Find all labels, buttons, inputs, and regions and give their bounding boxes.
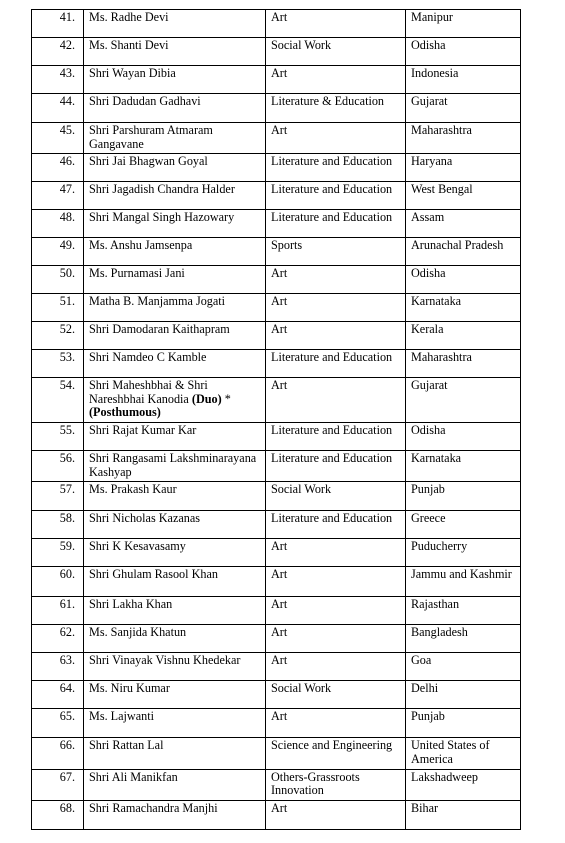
posthumous-label: (Posthumous)	[89, 405, 161, 420]
serial-number: 43.	[32, 66, 84, 94]
awardee-name: Shri K Kesavasamy	[84, 539, 266, 567]
awardee-name: Ms. Shanti Devi	[84, 38, 266, 66]
awardee-name: Shri Jagadish Chandra Halder	[84, 182, 266, 210]
table-row	[32, 625, 521, 653]
awardee-name: Shri Ali Manikfan	[84, 769, 266, 800]
table-row	[32, 66, 521, 94]
awardee-state: Maharashtra	[406, 350, 521, 378]
awardee-state: Bangladesh	[406, 625, 521, 653]
table-row	[32, 294, 521, 322]
award-field: Literature and Education	[266, 423, 406, 451]
awardee-state: Delhi	[406, 681, 521, 709]
awardee-name: Shri Namdeo C Kamble	[84, 350, 266, 378]
award-field: Social Work	[266, 38, 406, 66]
table-row	[32, 539, 521, 567]
award-field: Literature and Education	[266, 350, 406, 378]
table-row	[32, 322, 521, 350]
serial-number: 68.	[32, 800, 84, 829]
serial-number: 56.	[32, 451, 84, 482]
awardee-state: Karnataka	[406, 294, 521, 322]
table-row	[32, 423, 521, 451]
table-row	[32, 800, 521, 829]
awardee-name: Shri Lakha Khan	[84, 597, 266, 625]
award-field: Literature and Education	[266, 210, 406, 238]
award-field: Others-Grassroots Innovation	[266, 769, 406, 800]
awardee-name-text: Shri Maheshbhai & Shri Nareshbhai Kanodia	[89, 378, 208, 406]
awardee-name: Shri Ramachandra Manjhi	[84, 800, 266, 829]
award-field: Science and Engineering	[266, 738, 406, 769]
table-row	[32, 378, 521, 423]
award-field: Art	[266, 625, 406, 653]
table-row	[32, 681, 521, 709]
asterisk-mark: *	[221, 391, 231, 406]
serial-number: 50.	[32, 266, 84, 294]
serial-number: 58.	[32, 511, 84, 539]
awardee-name: Shri Parshuram Atmaram Gangavane	[84, 123, 266, 154]
awardee-name: Ms. Lajwanti	[84, 709, 266, 738]
awardee-state: Maharashtra	[406, 123, 521, 154]
table-row	[32, 350, 521, 378]
serial-number: 54.	[32, 378, 84, 423]
awardee-name: Shri Jai Bhagwan Goyal	[84, 154, 266, 182]
awardee-state: Bihar	[406, 800, 521, 829]
table-row	[32, 709, 521, 738]
awardees-table	[31, 9, 521, 830]
award-field: Literature and Education	[266, 511, 406, 539]
table-row	[32, 38, 521, 66]
serial-number: 63.	[32, 653, 84, 681]
serial-number: 52.	[32, 322, 84, 350]
awardee-name: Shri Nicholas Kazanas	[84, 511, 266, 539]
awardee-state: Kerala	[406, 322, 521, 350]
award-field: Art	[266, 123, 406, 154]
award-field: Art	[266, 709, 406, 738]
serial-number: 44.	[32, 94, 84, 123]
serial-number: 64.	[32, 681, 84, 709]
awardee-name: Ms. Anshu Jamsenpa	[84, 238, 266, 266]
award-field: Art	[266, 653, 406, 681]
table-row	[32, 123, 521, 154]
awardee-state: Assam	[406, 210, 521, 238]
award-field: Art	[266, 266, 406, 294]
serial-number: 55.	[32, 423, 84, 451]
awardee-name: Ms. Radhe Devi	[84, 10, 266, 38]
serial-number: 62.	[32, 625, 84, 653]
table-row	[32, 482, 521, 511]
awardee-name: Ms. Niru Kumar	[84, 681, 266, 709]
award-field: Art	[266, 294, 406, 322]
table-row	[32, 597, 521, 625]
awardee-name: Shri Damodaran Kaithapram	[84, 322, 266, 350]
awardee-state: Punjab	[406, 482, 521, 511]
award-field: Literature and Education	[266, 154, 406, 182]
awardee-name: Shri Ghulam Rasool Khan	[84, 567, 266, 597]
serial-number: 67.	[32, 769, 84, 800]
award-field: Art	[266, 597, 406, 625]
awardee-name: Shri Vinayak Vishnu Khedekar	[84, 653, 266, 681]
serial-number: 47.	[32, 182, 84, 210]
serial-number: 46.	[32, 154, 84, 182]
awardee-name: Shri Rangasami Lakshminarayana Kashyap	[84, 451, 266, 482]
serial-number: 48.	[32, 210, 84, 238]
serial-number: 42.	[32, 38, 84, 66]
awardee-state: West Bengal	[406, 182, 521, 210]
table-row	[32, 10, 521, 38]
awardee-state: Rajasthan	[406, 597, 521, 625]
serial-number: 53.	[32, 350, 84, 378]
awardee-state: Karnataka	[406, 451, 521, 482]
awardee-state: Odisha	[406, 38, 521, 66]
awardee-state: Manipur	[406, 10, 521, 38]
awardee-name: Ms. Prakash Kaur	[84, 482, 266, 511]
awardee-state: United States of America	[406, 738, 521, 769]
award-field: Literature and Education	[266, 451, 406, 482]
award-field: Social Work	[266, 482, 406, 511]
awardee-state: Goa	[406, 653, 521, 681]
award-field: Sports	[266, 238, 406, 266]
duo-label: (Duo)	[191, 391, 222, 406]
awardee-name: Matha B. Manjamma Jogati	[84, 294, 266, 322]
serial-number: 41.	[32, 10, 84, 38]
table-row	[32, 769, 521, 800]
table-row	[32, 567, 521, 597]
awardee-name: Shri Wayan Dibia	[84, 66, 266, 94]
awardees-table-body	[32, 10, 521, 830]
award-field: Art	[266, 10, 406, 38]
serial-number: 59.	[32, 539, 84, 567]
serial-number: 60.	[32, 567, 84, 597]
awardee-state: Puducherry	[406, 539, 521, 567]
serial-number: 61.	[32, 597, 84, 625]
table-row	[32, 210, 521, 238]
award-field: Literature & Education	[266, 94, 406, 123]
awardee-state: Indonesia	[406, 66, 521, 94]
serial-number: 45.	[32, 123, 84, 154]
serial-number: 49.	[32, 238, 84, 266]
awardee-state: Odisha	[406, 423, 521, 451]
table-row	[32, 451, 521, 482]
awardee-state: Odisha	[406, 266, 521, 294]
table-row	[32, 182, 521, 210]
table-row	[32, 94, 521, 123]
awardee-state: Greece	[406, 511, 521, 539]
award-field: Art	[266, 66, 406, 94]
awardee-name: Shri Rattan Lal	[84, 738, 266, 769]
awardee-state: Punjab	[406, 709, 521, 738]
awardee-state: Arunachal Pradesh	[406, 238, 521, 266]
awardee-name: Shri Rajat Kumar Kar	[84, 423, 266, 451]
serial-number: 57.	[32, 482, 84, 511]
table-row	[32, 738, 521, 769]
table-row	[32, 238, 521, 266]
award-field: Art	[266, 539, 406, 567]
awardee-state: Lakshadweep	[406, 769, 521, 800]
table-row	[32, 154, 521, 182]
award-field: Art	[266, 322, 406, 350]
awardee-state: Jammu and Kashmir	[406, 567, 521, 597]
award-field: Social Work	[266, 681, 406, 709]
table-row	[32, 511, 521, 539]
serial-number: 65.	[32, 709, 84, 738]
awardee-state: Haryana	[406, 154, 521, 182]
award-field: Art	[266, 800, 406, 829]
awardee-name: Ms. Sanjida Khatun	[84, 625, 266, 653]
award-field: Art	[266, 378, 406, 423]
awardee-name: Ms. Purnamasi Jani	[84, 266, 266, 294]
award-field: Art	[266, 567, 406, 597]
awardee-name	[84, 378, 266, 423]
serial-number: 66.	[32, 738, 84, 769]
table-row	[32, 266, 521, 294]
serial-number: 51.	[32, 294, 84, 322]
awardee-name: Shri Dadudan Gadhavi	[84, 94, 266, 123]
award-field: Literature and Education	[266, 182, 406, 210]
awardee-state: Gujarat	[406, 378, 521, 423]
awardee-state: Gujarat	[406, 94, 521, 123]
awardee-name: Shri Mangal Singh Hazowary	[84, 210, 266, 238]
table-row	[32, 653, 521, 681]
